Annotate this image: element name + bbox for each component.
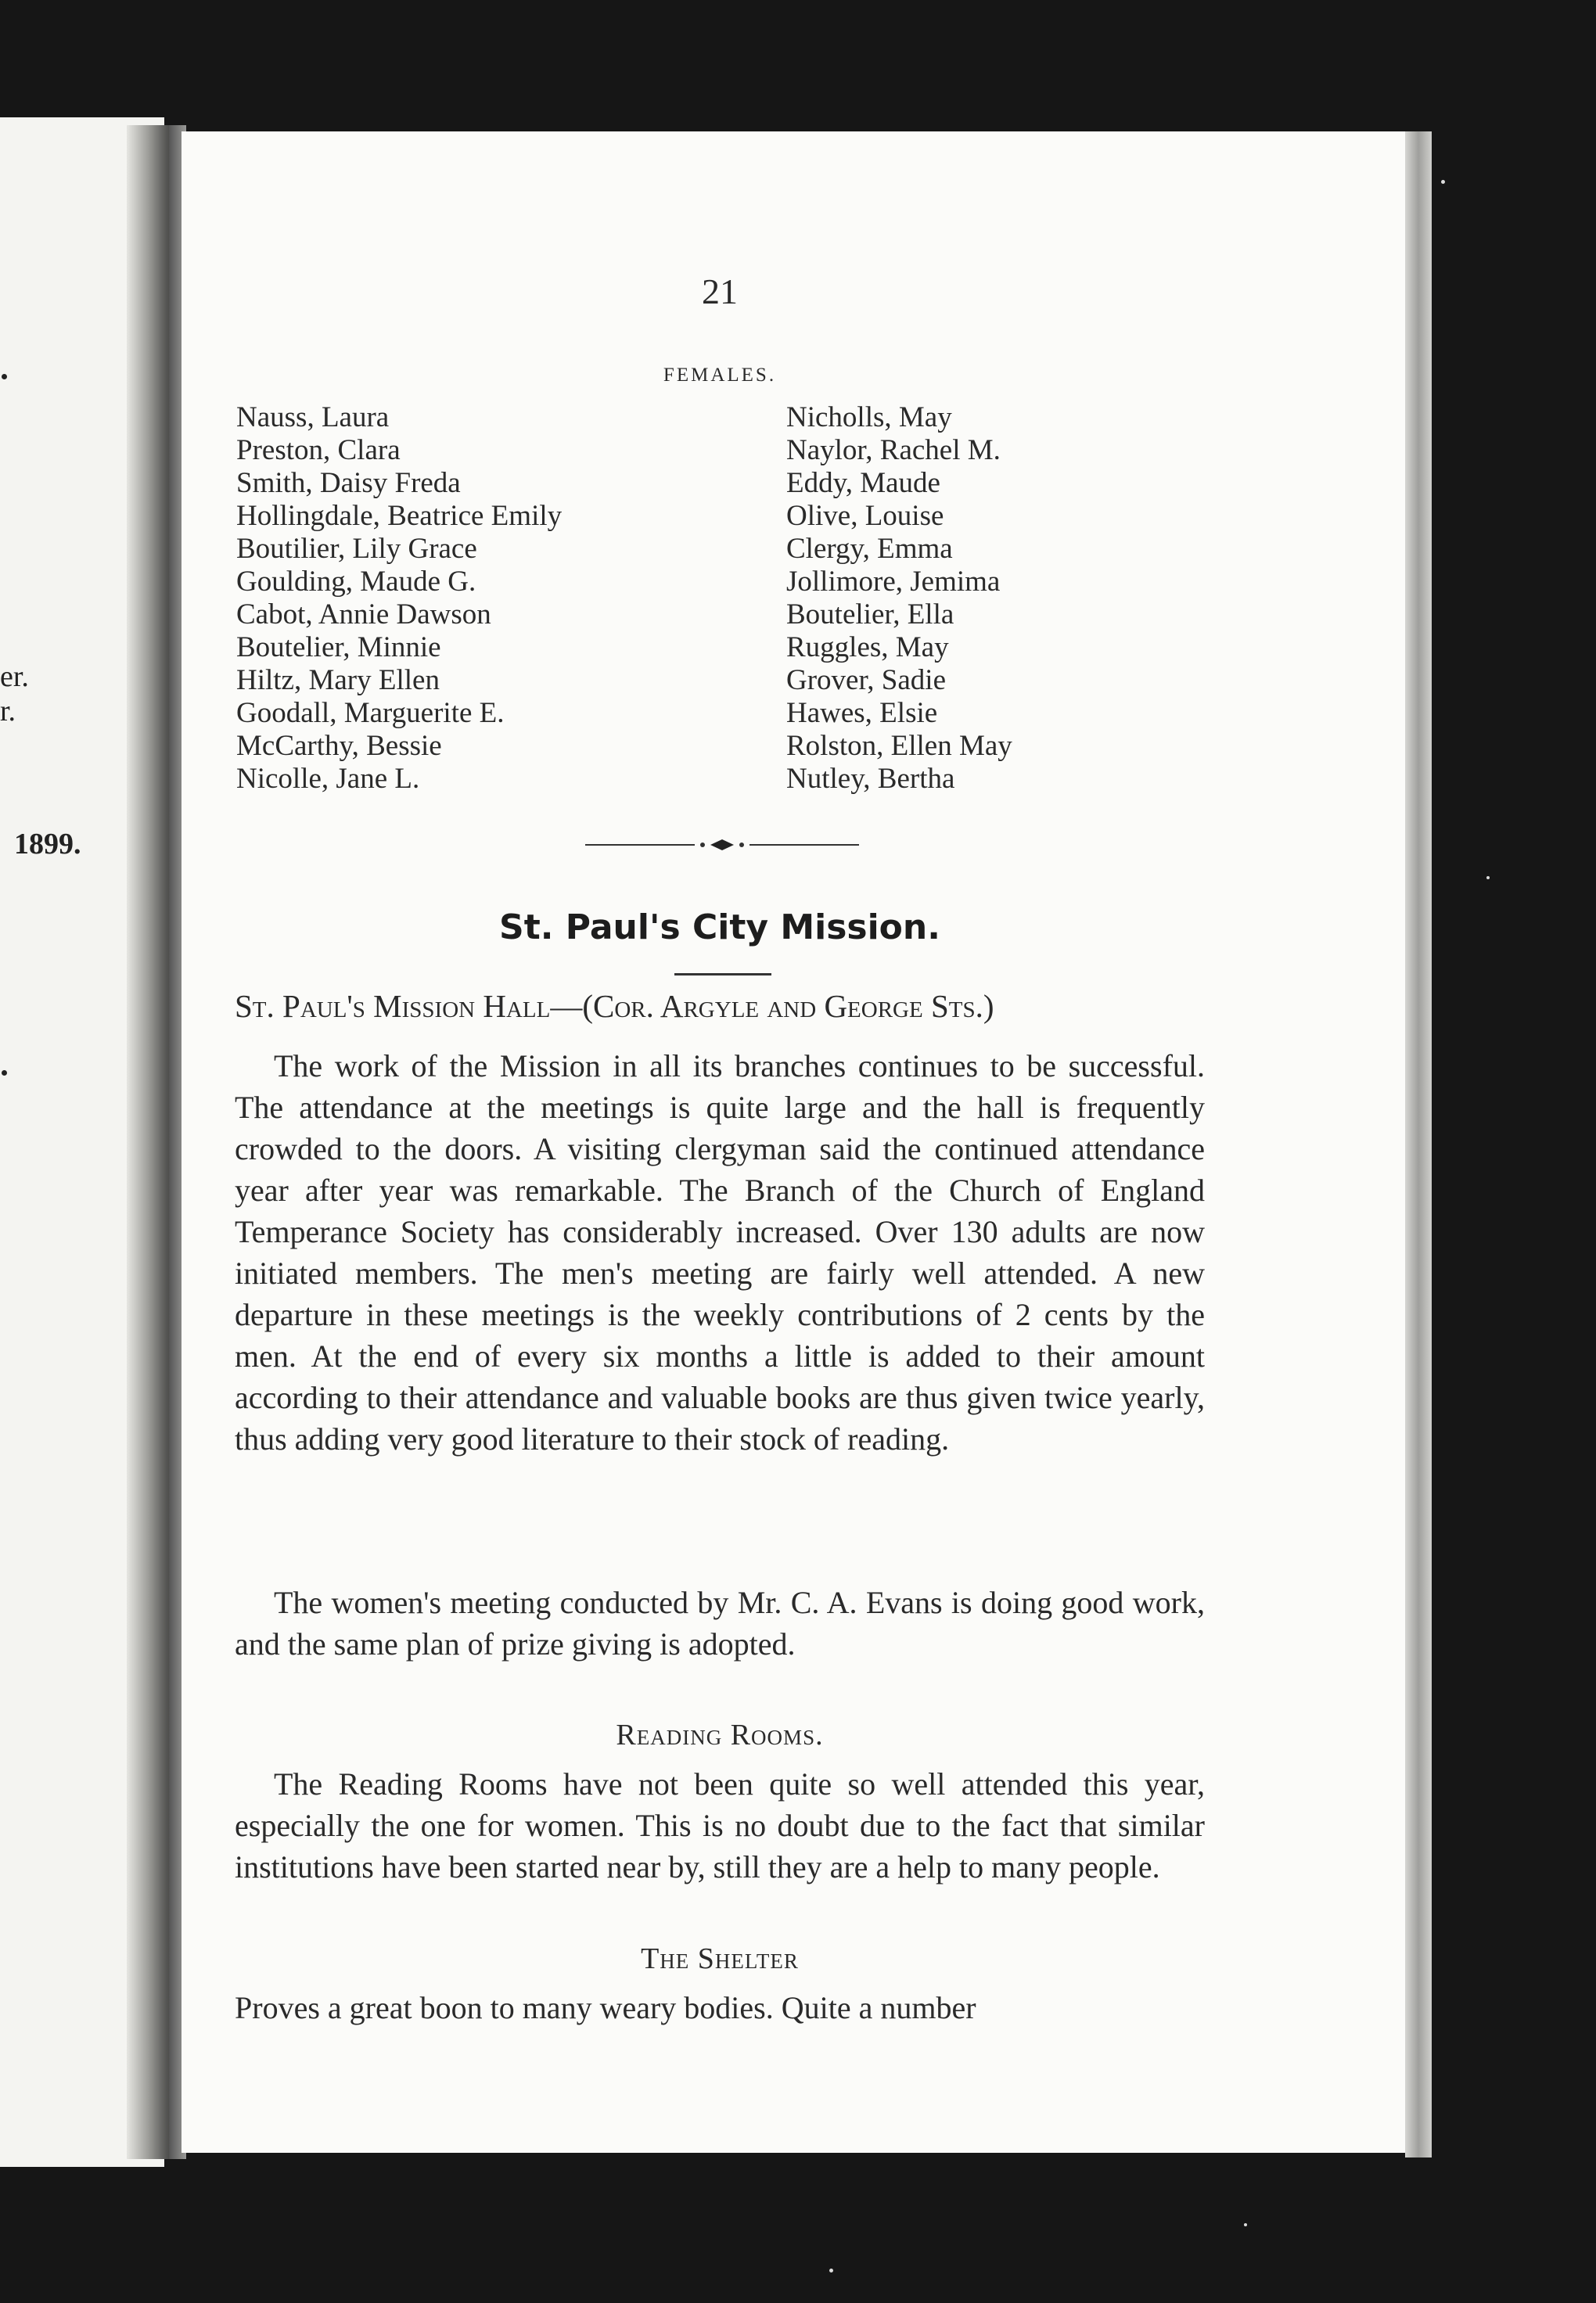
- section-heading: St. Paul's City Mission.: [499, 907, 940, 947]
- name-entry: Naylor, Rachel M.: [786, 434, 1001, 466]
- paragraph: [235, 1987, 1205, 2028]
- mission-hall-line: St. Paul's Mission Hall—(Cor. Argyle and George Sts.): [235, 988, 994, 1024]
- paragraph-text: The work of the Mission in all its branches continues to be successful. The attendance at the meetings is quite large and the hall is frequently crowded to the doors. A visiting clergyman said the continued attendance year after year was remarkable. The Branch of the Church of England Temperance Society has considerably increased. Over 130 adults are now initiated members. The men's meeting are fairly well attended. A new departure in these meetings is the weekly contributions of 2 cents by the men. At the end of every six months a little is added to their amount according to their attendance and valuable books are thus given twice yearly, thus adding very good literature to their stock of reading.: [235, 1048, 1205, 1457]
- left-page-fragment: r.: [0, 695, 16, 728]
- name-entry: Nicholls, May: [786, 401, 952, 433]
- left-page-fragment: er.: [0, 660, 29, 693]
- paragraph-text: The women's meeting conducted by Mr. C. A. Evans is doing good work, and the same plan of prize giving is adopted.: [235, 1585, 1205, 1662]
- name-entry: Hawes, Elsie: [786, 697, 938, 729]
- name-entry: Smith, Daisy Freda: [236, 467, 461, 499]
- left-page-fragment: 1899.: [14, 828, 81, 860]
- paragraph-text: The Reading Rooms have not been quite so well attended this year, especially the one for women. This is no doubt due to the fact that similar institutions have been started near by, still they are a help to many people.: [235, 1766, 1205, 1884]
- scan-speck: [829, 2269, 833, 2272]
- name-entry: Nauss, Laura: [236, 401, 390, 433]
- left-page-mark: [2, 1070, 7, 1076]
- paragraph-text: Proves a great boon to many weary bodies. Quite a number: [235, 1990, 976, 2025]
- scan-speck: [1244, 2223, 1247, 2226]
- paragraph: [235, 1582, 1205, 1665]
- name-entry: Goulding, Maude G.: [236, 566, 476, 598]
- name-entry: Grover, Sadie: [786, 664, 947, 696]
- ornament-divider: [585, 837, 859, 853]
- name-entry: Cabot, Annie Dawson: [236, 598, 491, 631]
- name-entry: Olive, Louise: [786, 500, 944, 532]
- page-number: 21: [702, 271, 738, 311]
- subheading-reading-rooms: Reading Rooms.: [616, 1719, 824, 1752]
- page-edge: [1405, 131, 1432, 2157]
- name-entry: Goodall, Marguerite E.: [236, 697, 505, 729]
- names-column-right: [786, 401, 1012, 796]
- subheading-shelter: The Shelter: [641, 1942, 799, 1975]
- paragraph: [235, 1045, 1205, 1460]
- name-entry: Rolston, Ellen May: [786, 730, 1012, 762]
- names-column-left: [236, 401, 562, 796]
- scan-speck: [1486, 876, 1490, 879]
- heading-rule: [674, 973, 771, 975]
- name-entry: Ruggles, May: [786, 631, 949, 663]
- paragraph: [235, 1763, 1205, 1888]
- name-entry: Nicolle, Jane L.: [236, 763, 420, 795]
- name-entry: Nutley, Bertha: [786, 763, 955, 795]
- name-entry: Hiltz, Mary Ellen: [236, 664, 440, 696]
- name-entry: Jollimore, Jemima: [786, 566, 1001, 598]
- name-entry: Eddy, Maude: [786, 467, 940, 499]
- scan-speck: [1441, 180, 1445, 184]
- name-entry: Hollingdale, Beatrice Emily: [236, 500, 563, 532]
- name-entry: Clergy, Emma: [786, 533, 953, 565]
- name-entry: Preston, Clara: [236, 434, 401, 466]
- name-entry: McCarthy, Bessie: [236, 730, 442, 762]
- name-entry: Boutilier, Lily Grace: [236, 533, 477, 565]
- name-entry: Boutelier, Ella: [786, 598, 954, 631]
- name-entry: Boutelier, Minnie: [236, 631, 441, 663]
- section-label: FEMALES.: [663, 365, 777, 386]
